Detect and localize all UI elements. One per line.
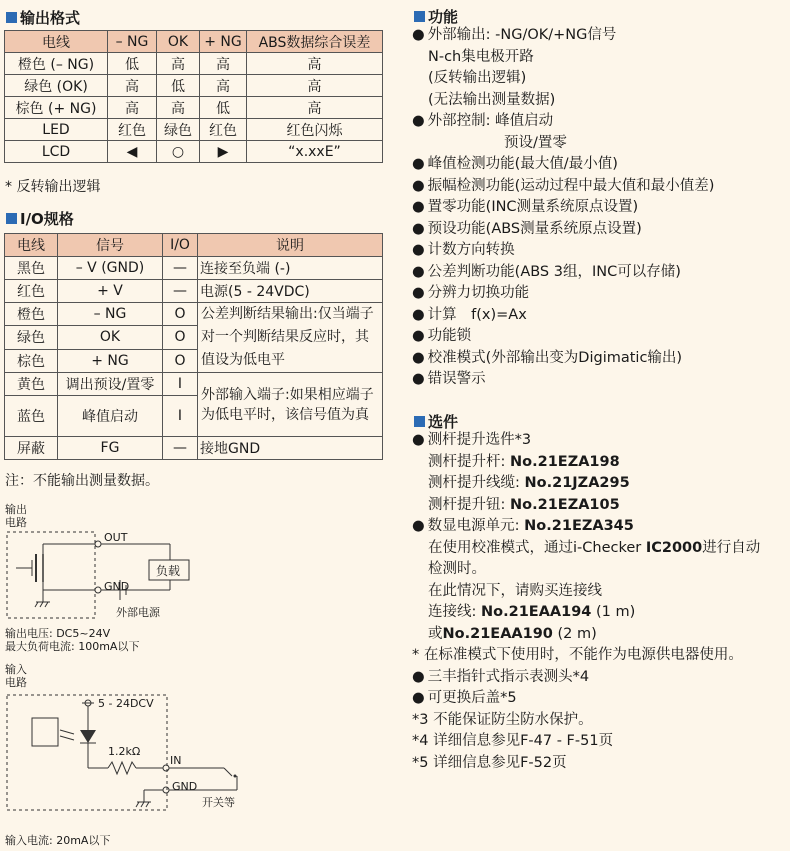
- list-item: 在此情况下，请购买连接线: [428, 582, 602, 599]
- bullet-icon: ●: [412, 349, 425, 366]
- list-item: ● 功能锁: [412, 326, 788, 348]
- bullet-icon: ●: [412, 432, 425, 448]
- list-item: ● 预设功能(ABS测量系统原点设置): [412, 219, 788, 241]
- out-label: OUT: [104, 531, 128, 544]
- in-label: IN: [170, 754, 182, 767]
- options-heading: 选件: [414, 411, 458, 432]
- resistor-icon: [108, 762, 136, 774]
- bullet-icon: ●: [412, 328, 425, 344]
- list-item: ● 公差判断功能(ABS 3组，INC可以存储): [412, 262, 788, 284]
- list-item: 预设/置零: [504, 134, 567, 151]
- list-item: ● 错误警示: [412, 369, 788, 391]
- list-item: (反转输出逻辑): [428, 70, 527, 86]
- io-spec-footnote: 注：不能输出测量数据。: [5, 473, 159, 489]
- table-row: 红色 + V — 电源(5 - 24VDC): [5, 280, 383, 303]
- bullet-icon: ●: [412, 263, 425, 280]
- list-item: ● 测杆提升选件*3: [412, 430, 790, 452]
- gnd-terminal-icon: [95, 587, 101, 593]
- section-square-icon: [414, 416, 425, 427]
- input-circuit-label: 输入电路: [5, 663, 27, 689]
- bullet-icon: ●: [412, 220, 425, 237]
- section-square-icon: [6, 12, 17, 23]
- list-item: 测杆提升杆: No.21EZA198: [428, 453, 620, 470]
- bullet-icon: ●: [412, 199, 425, 215]
- list-item: ● 计数方向转换: [412, 240, 788, 262]
- list-item: ● 外部输出: -NG/OK/+NG信号: [412, 25, 788, 47]
- footnote-4: *4 详细信息参见F-47 - F-51页: [412, 733, 614, 749]
- ext-power-label: 外部电源: [116, 606, 160, 619]
- list-item: 在使用校准模式，通过i-Checker IC2000进行自动: [428, 539, 761, 556]
- bullet-icon: ●: [412, 27, 425, 43]
- list-item: ● 三丰指针式指示表测头*4: [412, 667, 790, 689]
- gnd-terminal-icon: [163, 787, 169, 793]
- input-circuit-box: [7, 695, 167, 810]
- list-item: ● 外部控制: 峰值启动: [412, 111, 788, 133]
- photocoupler-icon: [32, 718, 58, 746]
- functions-heading: 功能: [414, 6, 458, 27]
- list-item: 测杆提升线缆: No.21JZA295: [428, 475, 630, 491]
- list-item: 连接线: No.21EAA194 (1 m): [428, 604, 636, 620]
- lcd-right-arrow-icon: ▶: [200, 141, 247, 163]
- bullet-icon: ●: [412, 285, 425, 301]
- table-row: 黄色 调出预设/置零 I 外部输入端子:如果相应端子为低电平时，该信号值为真: [5, 373, 383, 396]
- vcc-label: 5 - 24DCV: [98, 697, 154, 710]
- bullet-icon: ●: [412, 518, 425, 534]
- diode-icon: [80, 730, 96, 743]
- list-item: ● 峰值检测功能(最大值/最小值): [412, 154, 788, 176]
- footnote-3: *3 不能保证防尘防水保护。: [412, 711, 593, 728]
- out-terminal-icon: [95, 541, 101, 547]
- max-load-spec: 最大负荷电流: 100mA以下: [5, 640, 140, 653]
- list-item: (无法输出测量数据): [428, 91, 556, 108]
- switch-label: 开关等: [202, 796, 235, 809]
- table-header-row: 电线 信号 I/O 说明: [5, 234, 383, 257]
- switch-icon: [224, 768, 232, 776]
- list-item: 检测时。: [428, 561, 486, 577]
- table-row: 屏蔽 FG — 接地GND: [5, 437, 383, 460]
- table-row: 黑色 – V (GND) — 连接至负端 (-): [5, 257, 383, 280]
- bullet-icon: ●: [412, 156, 425, 172]
- table-row: LED 红色 绿色 红色 红色闪烁: [5, 119, 383, 141]
- options-list: [412, 430, 790, 774]
- bullet-icon: ●: [412, 668, 425, 685]
- bullet-icon: ●: [412, 113, 425, 129]
- table-row: 棕色 (+ NG) 高 高 低 高: [5, 97, 383, 119]
- bullet-icon: ●: [412, 242, 425, 258]
- output-circuit-label: 输出电路: [5, 503, 27, 529]
- list-item: ● 置零功能(INC测量系统原点设置): [412, 197, 788, 219]
- table-row: 蓝色 峰值启动 I: [5, 396, 383, 437]
- table-header-row: 电线 – NG OK + NG ABS数据综合误差: [5, 31, 383, 53]
- resistor-label: 1.2kΩ: [108, 745, 141, 758]
- io-spec-heading: I/O规格: [6, 208, 74, 229]
- table-row: 橙色 – NG O 公差判断结果输出:仅当端子对一个判断结果反应时，其值设为低电平: [5, 303, 383, 326]
- table-row: 绿色 (OK) 高 低 高 高: [5, 75, 383, 97]
- bullet-icon: ●: [412, 690, 425, 706]
- io-spec-table: [4, 233, 383, 460]
- list-item: 或No.21EAA190 (2 m): [428, 625, 597, 642]
- output-format-footnote: * 反转输出逻辑: [5, 179, 101, 195]
- gnd-label: GND: [104, 580, 130, 593]
- list-item: ● 可更换后盖*5: [412, 688, 790, 710]
- bullet-icon: ●: [412, 177, 425, 194]
- bullet-icon: ●: [412, 306, 425, 323]
- output-format-heading: 输出格式: [6, 7, 80, 28]
- table-row: 绿色 OK O: [5, 326, 383, 349]
- list-item: ● 计算 f(x)=Ax: [412, 305, 788, 327]
- output-circuit-box: [7, 532, 95, 618]
- functions-list: [412, 25, 788, 391]
- gnd-label: GND: [172, 780, 198, 793]
- table-row: 橙色 (– NG) 低 高 高 高: [5, 53, 383, 75]
- table-row: 棕色 + NG O: [5, 349, 383, 372]
- bullet-icon: ●: [412, 371, 425, 387]
- list-item: ● 校准模式(外部输出变为Digimatic输出): [412, 348, 788, 370]
- star-note: * 在标准模式下使用时，不能作为电源供电器使用。: [412, 647, 743, 663]
- input-current-spec: 输入电流: 20mA以下: [5, 834, 111, 847]
- in-terminal-icon: [163, 765, 169, 771]
- footnote-5: *5 详细信息参见F-52页: [412, 754, 567, 771]
- list-item: ● 数显电源单元: No.21EZA345: [412, 516, 790, 538]
- table-row: LCD ◀ ○ ▶ “x.xxE”: [5, 141, 383, 163]
- list-item: 测杆提升钮: No.21EZA105: [428, 496, 620, 513]
- lcd-left-arrow-icon: ◀: [108, 141, 157, 163]
- list-item: N-ch集电极开路: [428, 48, 534, 65]
- section-square-icon: [414, 11, 425, 22]
- output-voltage-spec: 输出电压: DC5~24V: [5, 627, 111, 640]
- list-item: ● 振幅检测功能(运动过程中最大值和最小值差): [412, 176, 788, 198]
- list-item: ● 分辨力切换功能: [412, 283, 788, 305]
- output-format-table: [4, 30, 383, 163]
- load-label: 负载: [156, 564, 181, 578]
- input-circuit-diagram: [0, 690, 260, 830]
- lcd-circle-icon: ○: [157, 141, 200, 163]
- section-square-icon: [6, 213, 17, 224]
